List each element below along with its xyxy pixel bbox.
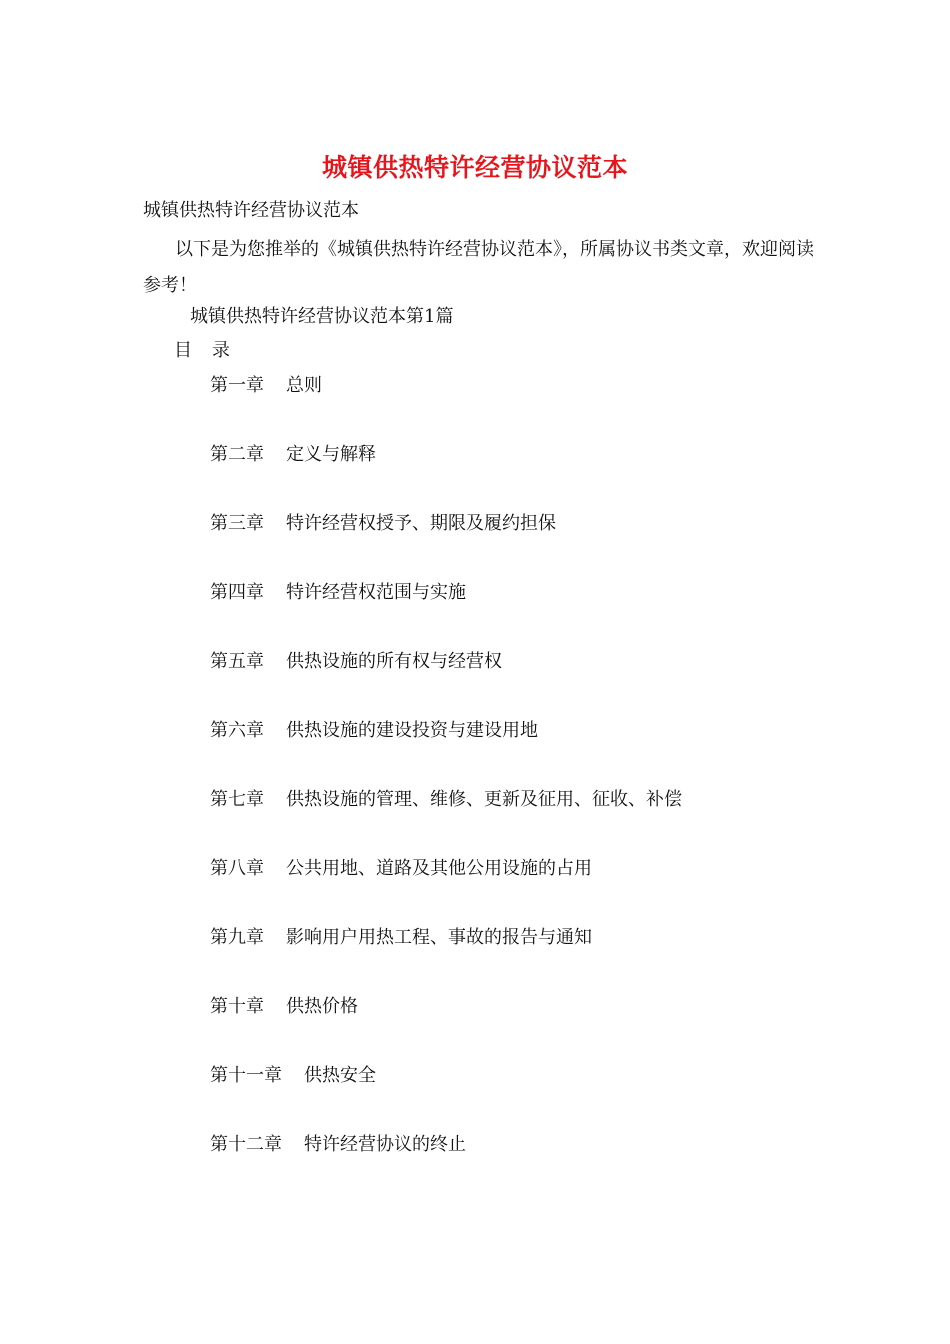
toc-item: [210, 925, 682, 994]
section-title: 城镇供热特许经营协议范本第1篇: [190, 306, 454, 327]
toc-chapter-number: 第二章: [210, 444, 264, 465]
toc-heading-char-2: 录: [212, 340, 232, 361]
toc-chapter-number: 第七章: [210, 789, 264, 810]
toc-chapter-number: 第三章: [210, 513, 264, 534]
toc-item: [210, 580, 682, 649]
toc-chapter-title: 供热设施的管理、维修、更新及征用、征收、补偿: [286, 789, 682, 810]
toc-item: [210, 649, 682, 718]
intro-paragraph: 以下是为您推举的《城镇供热特许经营协议范本》，所属协议书类文章，欢迎阅读参考！: [143, 239, 814, 296]
toc-item: [210, 511, 682, 580]
toc-chapter-title: 特许经营权授予、期限及履约担保: [286, 513, 556, 534]
toc-item: [210, 373, 682, 442]
toc-chapter-title: 公共用地、道路及其他公用设施的占用: [286, 858, 592, 879]
toc-item: [210, 994, 682, 1063]
toc-chapter-number: 第十章: [210, 996, 264, 1017]
toc-chapter-number: 第八章: [210, 858, 264, 879]
toc-chapter-number: 第九章: [210, 927, 264, 948]
toc-item: [210, 787, 682, 856]
toc-chapter-number: 第五章: [210, 651, 264, 672]
toc-chapter-number: 第十一章: [210, 1065, 282, 1086]
toc-item: [210, 1132, 682, 1201]
toc-chapter-title: 影响用户用热工程、事故的报告与通知: [286, 927, 592, 948]
toc-item: [210, 442, 682, 511]
toc-chapter-title: 定义与解释: [286, 444, 376, 465]
document-subtitle: 城镇供热特许经营协议范本: [143, 200, 359, 221]
table-of-contents: [210, 373, 682, 1201]
toc-item: [210, 856, 682, 925]
document-title: 城镇供热特许经营协议范本: [321, 153, 628, 182]
toc-chapter-title: 供热设施的建设投资与建设用地: [286, 720, 538, 741]
toc-chapter-title: 特许经营权范围与实施: [286, 582, 466, 603]
toc-item: [210, 718, 682, 787]
toc-chapter-number: 第四章: [210, 582, 264, 603]
toc-chapter-number: 第一章: [210, 375, 264, 396]
toc-chapter-title: 供热安全: [304, 1065, 376, 1086]
toc-chapter-title: 供热价格: [286, 996, 358, 1017]
toc-chapter-title: 特许经营协议的终止: [304, 1134, 466, 1155]
toc-chapter-number: 第六章: [210, 720, 264, 741]
toc-chapter-number: 第十二章: [210, 1134, 282, 1155]
toc-heading-char-1: 目: [174, 340, 194, 361]
toc-heading: [174, 338, 232, 364]
toc-item: [210, 1063, 682, 1132]
toc-chapter-title: 总则: [286, 375, 322, 396]
toc-chapter-title: 供热设施的所有权与经营权: [286, 651, 502, 672]
